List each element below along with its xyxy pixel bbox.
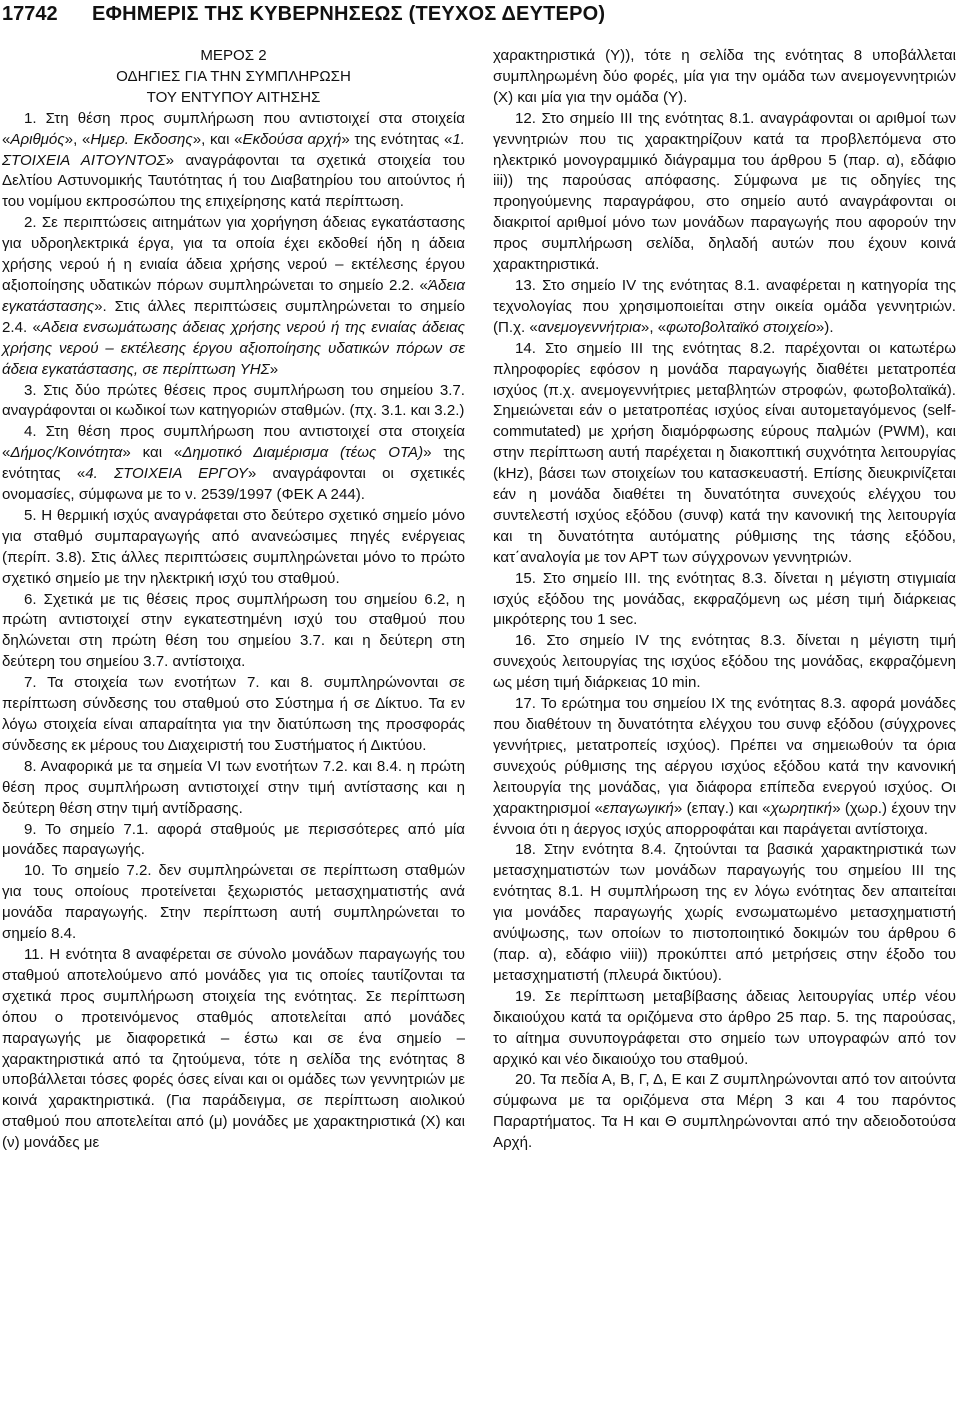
- paragraph-5: 5. Η θερμική ισχύς αναγράφεται στο δεύτερο σχετικό σημείο μόνο για σταθμό συμπαραγωγής από ανανεώσιμες πηγές ενέργειας (περίπ. 3.8). Στις άλλες περιπτώσεις συμπληρώνεται μόνο το πρώτο σχετικό σημείο με την ηλεκτρική ισχύ του σταθμού.: [2, 506, 465, 587]
- paragraph-14: 14. Στο σημείο ΙΙΙ της ενότητας 8.2. παρέχονται οι κατωτέρω πληροφορίες εφόσον η μονάδα παραγωγής διαθέτει μετατροπέα ισχύος (π.χ. ανεμογεννήτριες μεταβλητών στροφών, φωτοβολταϊκά). Σημειώνεται εάν ο μετατροπέας ισχύος είναι αυτομεταγόμενος (self-commutated) με χρήση διαμόρφωσης εύρους παλμών (PWM), και στην περίπτωση αυτή παρέχεται η διακοπτική συχνότητα λειτουργίας (kHz), βάσει των στοιχείων του κατασκευαστή. Επίσης διευκρινίζεται εάν η μονάδα διαθέτει τη δυνατότητα συνεχούς ελέγχου του συντελεστή ισχύος εξόδου (συνφ) κατά την κανονική της λειτουργία και τη δυνατότητα αυτόματης ρύθμισης της τάσης εξόδου, κατ΄αναλογία με τον ΑΡΤ των σύγχρονων γεννητριών.: [493, 339, 956, 566]
- part-heading: ΜΕΡΟΣ 2: [200, 47, 267, 64]
- paragraph-4: 4. Στη θέση προς συμπλήρωση που αντιστοιχεί στα στοιχεία «Δήμος/Κοινότητα» και «Δημοτικό Διαμέρισμα (τέως ΟΤΑ)» της ενότητας «4. ΣΤΟΙΧΕΙΑ ΕΡΓΟΥ» αναγράφονται οι σχετικές ονομασίες, σύμφωνα με το ν. 2539/1997 (ΦΕΚ Α 244).: [2, 423, 465, 504]
- paragraph-10: 10. Το σημείο 7.2. δεν συμπληρώνεται σε περίπτωση σταθμών για τους οποίους προτείνεται ξεχωριστός μετασχηματιστής ανά μονάδα παραγωγής. Στην περίπτωση αυτή συμπληρώνεται το σημείο 8.4.: [2, 862, 465, 943]
- page-number: 17742: [2, 3, 58, 25]
- paragraph-1: 1. Στη θέση προς συμπλήρωση που αντιστοιχεί στα στοιχεία «Αριθμός», «Ημερ. Εκδοσης», και «Εκδούσα αρχή» της ενότητας «1. ΣΤΟΙΧΕΙΑ ΑΙΤΟΥΝΤΟΣ» αναγράφονται τα σχετικά στοιχεία του Δελτίου Αστυνομικής Ταυτότητας ή του Διαβατηρίου του αιτούντος ή του νομίμου εκπροσώπου της επιχείρησης κατά περίπτωση.: [2, 109, 465, 211]
- instructions-heading: ΟΔΗΓΙΕΣ ΓΙΑ ΤΗΝ ΣΥΜΠΛΗΡΩΣΗ: [116, 67, 351, 85]
- paragraph-9: 9. Το σημείο 7.1. αφορά σταθμούς με περισσότερες από μία μονάδες παραγωγής.: [2, 820, 465, 859]
- paragraph-11: 11. Η ενότητα 8 αναφέρεται σε σύνολο μονάδων παραγωγής του σταθμού αποτελούμενο από μονάδες για τις οποίες ταυτίζονται τα σχετικά προς συμπλήρωση στοιχεία της ενότητας. Σε περίπτωση όπου ο προτεινόμενος σταθμός αποτελείται από μονάδες παραγωγής με διαφορετικά – έστω και σε ένα σημείο – χαρακτηριστικά από τα ζητούμενα, τότε η σελίδα της ενότητας 8 υποβάλλεται τόσες φορές όσες είναι και οι ομάδες των γεννητριών με κοινά χαρακτηριστικά. (Για παράδειγμα, σε περίπτωση αιολικού σταθμού που αποτελείται από (μ) μονάδες με χαρακτηριστικά (Χ) και (ν) μονάδες με: [2, 945, 465, 1152]
- paragraph-3: 3. Στις δύο πρώτες θέσεις προς συμπλήρωση του σημείου 3.7. αναγράφονται οι κωδικοί των κατηγοριών σταθμών. (πχ. 3.1. και 3.2.): [2, 381, 465, 420]
- paragraph-20: 20. Τα πεδία Α, Β, Γ, Δ, Ε και Ζ συμπληρώνονται από τον αιτούντα σύμφωνα με τα οριζόμενα στα Μέρη 3 και 4 του παρόντος Παραρτήματος. Τα Η και Θ συμπληρώνονται από την αδειοδοτούσα Αρχή.: [493, 1071, 956, 1152]
- paragraph-16: 16. Στο σημείο ΙV της ενότητας 8.3. δίνεται η μέγιστη τιμή συνεχούς λειτουργίας της ισχύος εξόδου της μονάδας, εκφραζόμενη ως μέση τιμή διάρκειας 10 min.: [493, 632, 956, 692]
- paragraph-11-continued: χαρακτηριστικά (Υ)), τότε η σελίδα της ενότητας 8 υποβάλλεται συμπληρωμένη δύο φορές, μία για την ομάδα των ανεμογεννητριών (Χ) και μία για την ομάδα (Υ).: [493, 47, 956, 106]
- gazette-title: ΕΦΗΜΕΡΙΣ ΤΗΣ ΚΥΒΕΡΝΗΣΕΩΣ (ΤΕΥΧΟΣ ΔΕΥΤΕΡΟ): [92, 3, 606, 25]
- paragraph-7: 7. Τα στοιχεία των ενοτήτων 7. και 8. συμπληρώνονται σε περίπτωση σύνδεσης του σταθμού στο Σύστημα ή σε Δίκτυο. Τα εν λόγω στοιχεία είναι απαραίτητα για την διατύπωση της προσφοράς σύνδεσης εκ μέρους του Διαχειριστή του Συστήματος ή Δικτύου.: [2, 674, 465, 754]
- paragraph-2: 2. Σε περιπτώσεις αιτημάτων για χορήγηση άδειας εγκατάστασης για υδροηλεκτρικά έργα, για τα οποία έχει εκδοθεί ήδη η άδεια χρήσης νερού ή η ενιαία άδεια χρήσης νερού – εκτέλεσης έργου αξιοποίησης υδατικών πόρων συμπληρώνεται το σημείο 2.2. «Άδεια εγκατάστασης». Στις άλλες περιπτώσεις συμπληρώνεται το σημείο 2.4. «Αδεια ενσωμάτωσης άδειας χρήσης νερού ή της ενιαίας άδειας χρήσης νερού – εκτέλεσης έργου αξιοποίησης υδατικών πόρων σε άδεια εγκατάστασης, σε περίπτωση ΥΗΣ»: [2, 214, 465, 378]
- paragraph-12: 12. Στο σημείο ΙΙΙ της ενότητας 8.1. αναγράφονται οι αριθμοί των γεννητριών που τις χαρακτηρίζουν κατά τα προβλεπόμενα στο ηλεκτρικό μονογραμμικό διάγραμμα του άρθρου 5 (παρ. α), εδάφιο iii)) της παρούσας απόφασης. Σύμφωνα με τις οδηγίες της προηγούμενης παραγράφου, στο σημείο αυτό αναγράφονται οι διακριτοί αριθμοί μόνο των μονάδων παραγωγής που αφορούν την προς συμπλήρωση σελίδα, δηλαδή αυτών που έχουν κοινά χαρακτηριστικά.: [493, 109, 956, 274]
- form-heading: ΤΟΥ ΕΝΤΥΠΟΥ ΑΙΤΗΣΗΣ: [146, 88, 321, 106]
- paragraph-15: 15. Στο σημείο ΙΙΙ. της ενότητας 8.3. δίνεται η μέγιστη στιγμιαία ισχύς εξόδου της μονάδας, εκφραζόμενη ως μέση τιμή διάρκειας μικρότερης του 1 sec.: [493, 569, 956, 629]
- paragraph-19: 19. Σε περίπτωση μεταβίβασης άδειας λειτουργίας υπέρ νέου δικαιούχου κατά τα οριζόμενα στο άρθρο 25 παρ. 5. της παρούσας, το αίτημα συνυπογράφεται στο σημείο των υπογραφών από τον αρχικό και νέο δικαιούχο του σταθμού.: [493, 987, 956, 1068]
- paragraph-18: 18. Στην ενότητα 8.4. ζητούνται τα βασικά χαρακτηριστικά των μετασχηματιστών των μονάδων παραγωγής του σημείου ΙΙΙ της ενότητας 8.1. Η συμπλήρωση της εν λόγω ενότητας δεν απαιτείται για μονάδες παραγωγής χωρίς ενσωματωμένο μετασχηματιστή ανύψωσης, των οποίων το πιστοποιητικό δοκιμών του άρθρου 6 (παρ. α), εδάφιο viii)) προκύπτει από μετρήσεις στην έξοδο του μετασχηματιστή (πλευρά δικτύου).: [493, 841, 956, 984]
- paragraph-17: 17. Το ερώτημα του σημείου ΙΧ της ενότητας 8.3. αφορά μονάδες που διαθέτουν τη δυνατότητα ελέγχου του συνφ εξόδου (σύγχρονες γεννήτριες, μετατροπείς ισχύος). Πρέπει να σημειωθούν τα όρια συνεχούς ρύθμισης της αέργου ισχύος εξόδου κατά την κανονική λειτουργία της μονάδας, για διάφορα επίπεδα ενεργού ισχύος. Οι χαρακτηρισμοί «επαγωγική» (επαγ.) και «χωρητική» (χωρ.) έχουν την έννοια ότι η άεργος ισχύς απορροφάται και παράγεται αντίστοιχα.: [493, 695, 956, 838]
- right-column: [493, 46, 956, 1154]
- paragraph-6: 6. Σχετικά με τις θέσεις προς συμπλήρωση του σημείου 6.2, η πρώτη αντιστοιχεί στην εγκατεστημένη ισχύ του σταθμού που δηλώνεται στη πρώτη θέση του σημείου 3.7. και η δεύτερη στη δεύτερη του σημείου 3.7. αντίστοιχα.: [2, 590, 465, 671]
- left-column: [2, 46, 465, 1154]
- paragraph-13: 13. Στο σημείο ΙV της ενότητας 8.1. αναφέρεται η κατηγορία της τεχνολογίας που χρησιμοποιείται στην οικεία ομάδα γεννητριών. (Π.χ. «ανεμογεννήτρια», «φωτοβολταϊκό στοιχείο»).: [493, 276, 956, 336]
- page-header: [0, 0, 960, 34]
- paragraph-8: 8. Αναφορικά με τα σημεία VI των ενοτήτων 7.2. και 8.4. η πρώτη θέση προς συμπλήρωση αντιστοιχεί στην τιμή αντίστασης και η δεύτερη θέση στην τιμή αντίδρασης.: [2, 757, 465, 817]
